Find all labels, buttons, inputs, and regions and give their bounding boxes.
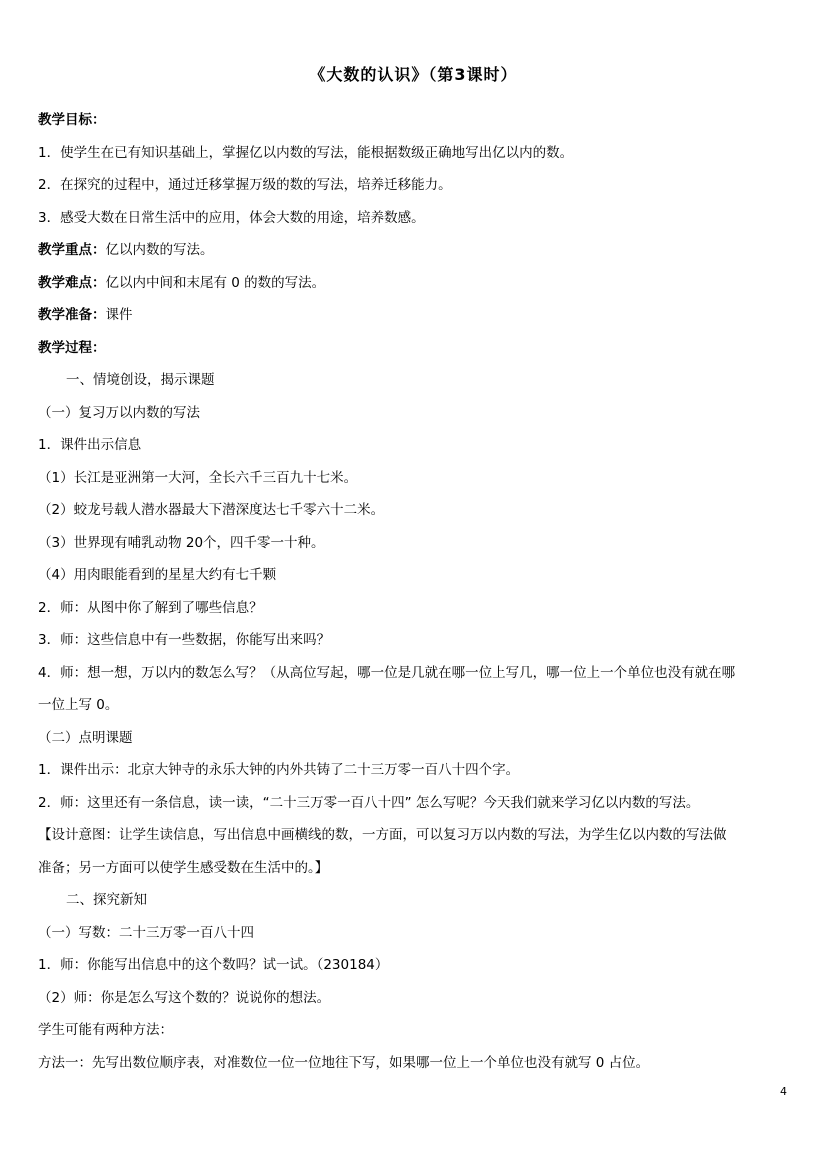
key-point-text: 亿以内数的写法。 [105, 242, 214, 258]
step-1-3: 3．师：这些信息中有一些数据，你能写出来吗？ [38, 632, 331, 648]
process-heading: 教学过程： [38, 340, 106, 356]
step-2-1: 1．课件出示：北京大钟寺的永乐大钟的内外共铸了二十三万零一百八十四个字。 [38, 762, 520, 778]
step-3-4: 方法一：先写出数位顺序表，对准数位一位一位地往下写，如果哪一位上一个单位也没有就写 0 占位。 [38, 1055, 650, 1071]
difficulty [38, 273, 798, 293]
subsection-2-title: （二）点明课题 [38, 730, 133, 746]
design-intent-line-1: 【设计意图：让学生读信息，写出信息中画横线的数，一方面，可以复习万以内数的写法，为学生亿以内数的写法做 [38, 827, 727, 843]
subsection-3-title: （一）写数：二十三万零一百八十四 [38, 925, 254, 941]
preparation-label: 教学准备： [38, 307, 106, 323]
key-point [38, 240, 798, 260]
page-title: 《大数的认识》（第3课时） [309, 65, 518, 84]
goal-item-1: 1．使学生在已有知识基础上，掌握亿以内数的写法，能根据数级正确地写出亿以内的数。 [38, 145, 574, 161]
step-3-2: （2）师：你是怎么写这个数的？说说你的想法。 [38, 990, 331, 1006]
info-item-4: （4）用肉眼能看到的星星大约有七千颗 [38, 567, 277, 583]
step-1-2: 2．师：从图中你了解到了哪些信息？ [38, 600, 263, 616]
preparation [38, 305, 798, 325]
step-1-4-line-2: 一位上写 0。 [38, 697, 119, 713]
subsection-1-title: （一）复习万以内数的写法 [38, 405, 200, 421]
difficulty-label: 教学难点： [38, 275, 106, 291]
preparation-text: 课件 [105, 307, 133, 323]
info-item-3: （3）世界现有哺乳动物 20个，四千零一十种。 [38, 535, 325, 551]
goal-item-2: 2．在探究的过程中，通过迁移掌握万级的数的写法，培养迁移能力。 [38, 177, 452, 193]
goal-item-3: 3．感受大数在日常生活中的应用，体会大数的用途，培养数感。 [38, 210, 425, 226]
section-1-title: 一、情境创设，揭示课题 [66, 372, 215, 388]
key-point-label: 教学重点： [38, 242, 106, 258]
section-2-title: 二、探究新知 [66, 892, 147, 908]
design-intent-line-2: 准备；另一方面可以使学生感受数在生活中的。】 [38, 860, 329, 876]
difficulty-text: 亿以内中间和末尾有 0 的数的写法。 [105, 275, 326, 291]
info-item-1: （1）长江是亚洲第一大河，全长六千三百九十七米。 [38, 470, 358, 486]
step-1-4-line-1: 4．师：想一想，万以内的数怎么写？（从高位写起，哪一位是几就在哪一位上写几，哪一位上一个单位也没有就在哪 [38, 665, 736, 681]
step-3-1: 1．师：你能写出信息中的这个数吗？试一试。（230184） [38, 957, 389, 973]
goals-heading: 教学目标： [38, 112, 106, 128]
step-1-1: 1．课件出示信息 [38, 437, 142, 453]
step-2-2: 2．师：这里还有一条信息，读一读，“二十三万零一百八十四” 怎么写呢？今天我们就来学习亿以内数的写法。 [38, 795, 700, 811]
page-number: 4 [780, 1085, 787, 1098]
info-item-2: （2）蛟龙号载人潜水器最大下潜深度达七千零六十二米。 [38, 502, 385, 518]
step-3-3: 学生可能有两种方法： [38, 1022, 173, 1038]
